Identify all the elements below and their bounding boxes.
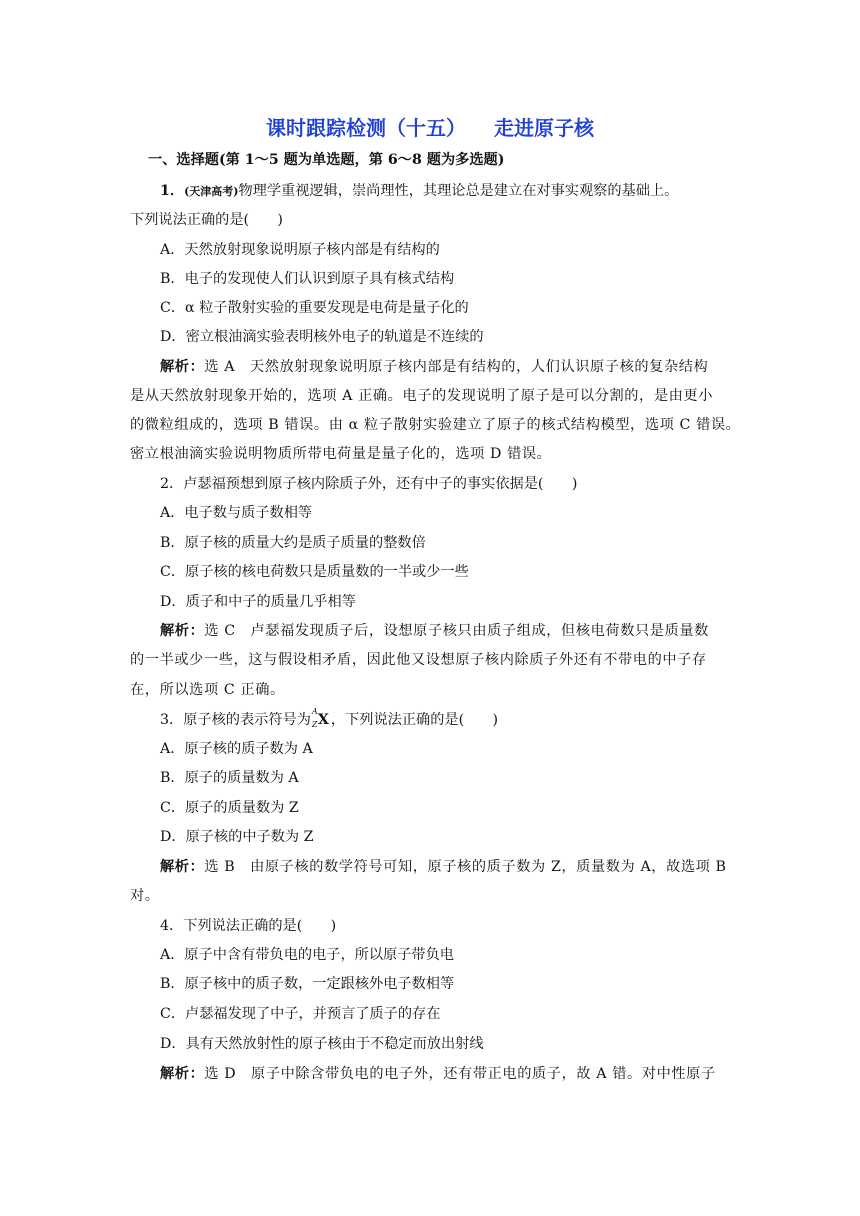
analysis-label: 解析： bbox=[160, 1066, 205, 1082]
analysis-text: 选 B 由原子核的数学符号可知，原子核的质子数为 Z，质量数为 A，故选项 B bbox=[204, 859, 727, 875]
title-sub: 走进原子核 bbox=[494, 116, 594, 140]
analysis-text: 选 D 原子中除含带负电的电子外，还有带正电的质子，故 A 错。对中性原子 bbox=[204, 1066, 716, 1082]
question-2-option-d: D．质子和中子的质量几乎相等 bbox=[160, 594, 356, 610]
page-title bbox=[0, 112, 860, 141]
question-3-stem-tail: ，下列说法正确的是( ) bbox=[330, 712, 499, 728]
question-1-option-d: D．密立根油滴实验表明核外电子的轨道是不连续的 bbox=[160, 329, 484, 345]
mass-number-superscript: A bbox=[311, 707, 318, 716]
question-3-option-d: D．原子核的中子数为 Z bbox=[160, 829, 314, 845]
question-1-analysis-line4: 密立根油滴实验说明物质所带电荷量是量子化的，选项 D 错误。 bbox=[130, 446, 552, 462]
question-3-stem bbox=[160, 707, 762, 730]
question-4-option-c: C．卢瑟福发现了中子，并预言了质子的存在 bbox=[160, 1006, 441, 1022]
question-4-analysis-line1 bbox=[160, 1064, 732, 1084]
question-3-option-b: B．原子的质量数为 A bbox=[160, 770, 299, 786]
analysis-label: 解析： bbox=[160, 859, 205, 875]
question-3-stem-text: 3．原子核的表示符号为 bbox=[160, 712, 311, 728]
question-3-option-a: A．原子核的质子数为 A bbox=[160, 741, 313, 757]
question-4-option-b: B．原子核中的质子数，一定跟核外电子数相等 bbox=[160, 976, 455, 992]
question-2-stem: 2．卢瑟福预想到原子核内除质子外，还有中子的事实依据是( ) bbox=[160, 476, 578, 492]
question-1-source: (天津高考) bbox=[184, 185, 239, 198]
question-1-number: 1． bbox=[160, 183, 185, 199]
question-2-analysis-line3: 在，所以选项 C 正确。 bbox=[130, 682, 285, 698]
question-2-option-b: B．原子核的质量大约是质子质量的整数倍 bbox=[160, 535, 426, 551]
question-3-analysis-line1 bbox=[160, 857, 732, 877]
element-symbol: X bbox=[317, 712, 329, 728]
question-1-analysis-line2: 是从天然放射现象开始的，选项 A 正确。电子的发现说明了原子是可以分割的，是由更小 bbox=[130, 388, 713, 404]
section-heading: 一、选择题(第 1～5 题为单选题，第 6～8 题为多选题) bbox=[148, 152, 505, 168]
analysis-label: 解析： bbox=[160, 623, 205, 639]
question-1-option-b: B．电子的发现使人们认识到原子具有核式结构 bbox=[160, 271, 455, 287]
question-1-option-c: C．α 粒子散射实验的重要发现是电荷是量子化的 bbox=[160, 300, 469, 316]
analysis-text: 选 C 卢瑟福发现质子后，设想原子核只由质子组成，但核电荷数只是质量数 bbox=[204, 623, 709, 639]
question-3-option-c: C．原子的质量数为 Z bbox=[160, 800, 299, 816]
question-2-analysis-line1 bbox=[160, 621, 732, 641]
analysis-label: 解析： bbox=[160, 359, 205, 375]
question-1-stem bbox=[160, 181, 762, 202]
question-2-option-a: A．电子数与质子数相等 bbox=[160, 505, 313, 521]
question-4-option-d: D．具有天然放射性的原子核由于不稳定而放出射线 bbox=[160, 1036, 484, 1052]
question-2-analysis-line2: 的一半或少一些，这与假设相矛盾，因此他又设想原子核内除质子外还有不带电的中子存 bbox=[130, 652, 707, 668]
question-3-analysis-line2: 对。 bbox=[130, 888, 160, 904]
question-1-stem-text: 物理学重视逻辑，崇尚理性，其理论总是建立在对事实观察的基础上。 bbox=[238, 183, 679, 199]
question-4-stem: 4．下列说法正确的是( ) bbox=[160, 918, 337, 934]
question-1-option-a: A．天然放射现象说明原子核内部是有结构的 bbox=[160, 242, 440, 258]
question-2-option-c: C．原子核的核电荷数只是质量数的一半或少一些 bbox=[160, 564, 469, 580]
question-1-analysis-line1 bbox=[160, 357, 732, 377]
analysis-text: 选 A 天然放射现象说明原子核内部是有结构的，人们认识原子核的复杂结构 bbox=[204, 359, 709, 375]
question-1-analysis-line3: 的微粒组成的，选项 B 错误。由 α 粒子散射实验建立了原子的核式结构模型，选项 C 错误。 bbox=[130, 417, 741, 433]
nuclide-symbol bbox=[311, 707, 331, 730]
title-main: 课时跟踪检测（十五） bbox=[266, 116, 466, 140]
question-4-option-a: A．原子中含有带负电的电子，所以原子带负电 bbox=[160, 947, 454, 963]
question-1-stem-line2: 下列说法正确的是( ) bbox=[130, 212, 283, 228]
atomic-number-subscript: Z bbox=[311, 720, 318, 729]
